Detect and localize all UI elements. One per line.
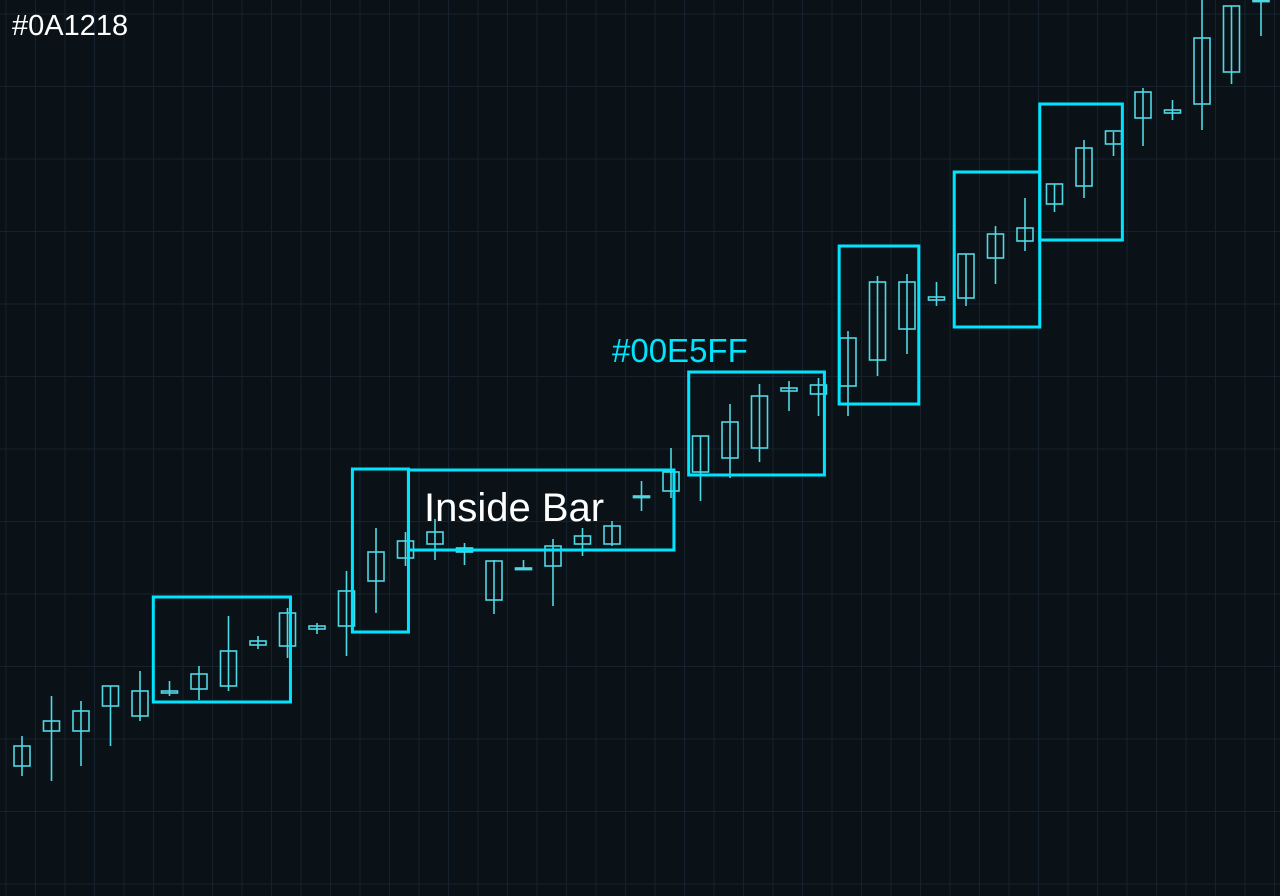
candles-group [14,0,1280,781]
candle [663,448,679,498]
candle [752,384,768,462]
candle [1017,198,1033,251]
candle [1106,131,1122,156]
candle [722,404,738,478]
pattern-box [352,469,408,632]
accent-color-label: #00E5FF [612,332,748,369]
candle [132,671,148,721]
candle [693,436,709,501]
candle-body [634,496,650,498]
candle [1165,100,1181,120]
candle [1047,184,1063,212]
candle [14,736,30,776]
candle [191,666,207,700]
candle [781,381,797,411]
candle [958,254,974,306]
candle-body [516,568,532,570]
candle [1135,88,1151,146]
candle [162,681,178,696]
candle [1224,6,1240,84]
candle [73,701,89,766]
candle [486,560,502,614]
candle [1253,0,1269,36]
candle [250,636,266,649]
candle [929,282,945,306]
pattern-boxes-group [153,104,1122,702]
candle [604,521,620,546]
candle [870,276,886,376]
candle [457,543,473,565]
pattern-box [1040,104,1123,240]
candle [575,528,591,556]
candle-body [1253,0,1269,2]
candle [1076,140,1092,198]
background-color-label: #0A1218 [12,10,129,42]
candle [634,481,650,511]
candle [516,560,532,570]
candle [221,616,237,691]
candle [280,608,296,658]
candle [309,623,325,634]
inside-bar-label: Inside Bar [424,486,605,530]
candle [988,226,1004,284]
candle [1194,0,1210,130]
candle [368,528,384,613]
candle [899,274,915,354]
candle [103,686,119,746]
